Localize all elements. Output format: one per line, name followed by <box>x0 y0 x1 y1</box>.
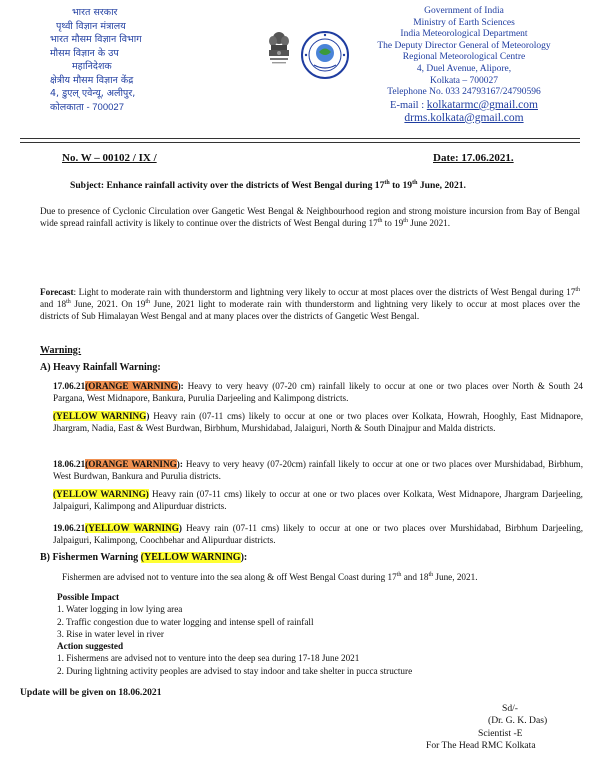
email-link-2[interactable]: drms.kolkata@gmail.com <box>404 111 524 124</box>
forecast-label: Forecast <box>40 287 74 297</box>
english-line: Telephone No. 033 24793167/24790596 <box>387 87 541 98</box>
warning-text: Heavy to very heavy (07-20 cm) rainfall likely to occur at one or two places over North & South 24 Pargana, West Midnapore, Bankura, Purulia Darjeeling and Kalimpong districts. <box>53 381 583 404</box>
intro-sup: th <box>377 218 383 225</box>
subject-text: June, 2021. <box>417 180 466 191</box>
subject-text: Subject: Enhance rainfall activity over the districts of West Bengal during 17 <box>70 180 385 191</box>
hindi-line: 4, डुएल् एवेन्यू, अलीपुर, <box>50 88 136 99</box>
warning-date: 19.06.21 <box>53 523 86 533</box>
english-line: Kolkata – 700027 <box>429 75 499 86</box>
fishermen-heading-text: B) Fishermen Warning <box>40 552 141 563</box>
action-item: 1. Fishermens are advised not to venture into the deep sea during 17-18 June 2021 <box>57 653 360 664</box>
warning-date: 18.06.21 <box>53 459 86 469</box>
warning-text: Heavy rain (07-11 cms) likely to occur at one or two places over Kolkata, West Midnapore, Jhargram Darjeeling, Jalpaiguri, Kalimpong and Alipurduar districts. <box>53 489 583 512</box>
action-heading: Action suggested <box>57 641 124 652</box>
fishermen-sup: th <box>428 571 434 578</box>
update-note: Update will be given on 18.06.2021 <box>20 687 162 698</box>
impact-item: 1. Water logging in low lying area <box>57 604 183 615</box>
warning-close: ) <box>146 411 150 421</box>
forecast-text: June, 2021. On 19 <box>70 299 146 310</box>
warning-text: Heavy rain (07-11 cms) likely to occur at one or two places over Kolkata, Howrah, Hooghly, East Midnapore, Jhargram, Nadia, East & West Burdwan, Birbhum, Murshidabad, Jalaiguri, North & South Dinajpur and Malda districts. <box>53 411 583 434</box>
forecast-sup: th <box>145 299 151 306</box>
subject-line <box>70 180 590 191</box>
forecast-text: and 18 <box>40 299 67 310</box>
action-item: 2. During lightning activity peoples are advised to stay indoor and take shelter in pucca structure <box>57 665 413 676</box>
english-line: 4, Duel Avenue, Alipore, <box>416 63 512 74</box>
warning-close: ) <box>178 523 182 533</box>
signatory-designation: Scientist -E <box>478 727 523 739</box>
warning-text: Heavy rain (07-11 cms) likely to occur at one or two places over Murshidabad, Birbhum Darjeeling, Jalpaiguri, Kalimpong, Coochbehar and Alipurduar districts. <box>53 523 584 546</box>
hindi-line: क्षेत्रीय मौसम विज्ञान केंद्र <box>50 74 134 86</box>
email-label: E-mail : <box>390 99 427 111</box>
warning-item <box>53 488 583 512</box>
letterhead-english <box>336 6 592 125</box>
warning-text: Heavy to very heavy (07-20cm) rainfall likely to occur at one or two places over Murshidabad, Birbhum, West Burdwan, Bankura and Purulia districts. <box>53 459 583 482</box>
signatory-name: (Dr. G. K. Das) <box>488 715 548 727</box>
signatory-for: For The Head RMC Kolkata <box>426 739 536 751</box>
issue-date: Date: 17.06.2021. <box>433 152 514 164</box>
warning-item <box>53 522 583 546</box>
fishermen-text: June, 2021. <box>433 572 478 582</box>
hindi-line: मौसम विज्ञान के उप <box>50 47 119 59</box>
intro-text: Due to presence of Cyclonic Circulation over Gangetic West Bengal & Neighbourhood region and strong moisture incursion from Bay of Bengal wide spread rainfall activity is likely to continue over the districts of West Bengal during 17 <box>40 206 580 229</box>
subject-sup: th <box>412 179 418 186</box>
fishermen-note <box>62 572 587 582</box>
warning-close: ): <box>176 459 183 469</box>
forecast-sup: th <box>66 299 71 306</box>
yellow-warning-badge: (YELLOW WARNING <box>140 552 241 563</box>
forecast-text: June, 2021 light to moderate rain with thunderstorm and lightning very likely to occur at most places over the districts of Sub Himalayan West Bengal and at many places over the districts of Gangetic West Bengal. <box>40 299 581 322</box>
divider-top <box>20 138 580 139</box>
warning-item <box>53 410 583 434</box>
yellow-warning-badge: (YELLOW WARNING <box>85 523 179 533</box>
english-line: India Meteorological Department <box>400 29 528 40</box>
national-emblem-icon <box>266 30 292 72</box>
impact-section <box>57 591 412 677</box>
yellow-warning-badge: (YELLOW WARNING) <box>53 489 149 499</box>
reference-number: No. W – 00102 / IX / <box>62 152 157 164</box>
hindi-line: भारत मौसम विज्ञान विभाग <box>50 34 142 45</box>
email-link-1[interactable]: kolkatarmc@gmail.com <box>426 98 538 111</box>
signature-sd: Sd/- <box>502 703 518 714</box>
forecast-sup: th <box>575 286 580 293</box>
intro-text: June 2021. <box>407 218 451 229</box>
fishermen-sup: th <box>396 571 402 578</box>
orange-warning-badge: (ORANGE WARNING <box>85 459 177 469</box>
subject-text: to 19 <box>389 180 413 191</box>
impact-heading: Possible Impact <box>57 592 120 602</box>
hindi-line: भारत सरकार <box>72 7 118 18</box>
heavy-rainfall-heading: A) Heavy Rainfall Warning: <box>40 362 161 373</box>
fishermen-text: Fishermen are advised not to venture into the sea along & off West Bengal Coast during 17 <box>62 572 397 582</box>
intro-sup: th <box>403 218 408 225</box>
hindi-line: महानिदेशक <box>72 61 112 72</box>
email-line <box>336 99 592 112</box>
english-line: Government of India <box>424 6 504 16</box>
warning-title: Warning: <box>40 345 82 356</box>
letterhead-hindi <box>50 6 220 114</box>
english-line: Regional Meteorological Centre <box>402 52 526 63</box>
warning-item <box>53 380 583 404</box>
fishermen-text: and 18 <box>401 572 429 582</box>
english-line: Ministry of Earth Sciences <box>413 17 515 28</box>
subject-sup: th <box>384 179 390 186</box>
warning-item <box>53 458 583 482</box>
intro-paragraph <box>40 205 580 229</box>
signature-block <box>420 703 580 752</box>
orange-warning-badge: (ORANGE WARNING <box>85 381 178 391</box>
warning-date: 17.06.21 <box>53 381 86 391</box>
hindi-line: पृथ्वी विज्ञान मंत्रालय <box>56 20 126 32</box>
forecast-text: : Light to moderate rain with thunderstorm and lightning very likely to occur at most places over the districts of West Bengal during 17 <box>73 287 576 297</box>
divider-top-thin <box>20 142 580 143</box>
impact-item: 3. Rise in water level in river <box>57 628 164 639</box>
hindi-line: कोलकाता - 700027 <box>50 101 124 113</box>
impact-item: 2. Traffic congestion due to water logging and intense spell of rainfall <box>57 616 314 627</box>
warning-close: ): <box>177 381 184 391</box>
intro-text: to 19 <box>382 218 404 229</box>
forecast-paragraph <box>40 286 580 323</box>
warning-close: ): <box>240 552 248 563</box>
fishermen-heading <box>40 552 247 563</box>
english-line: The Deputy Director General of Meteorology <box>377 40 551 51</box>
yellow-warning-badge: (YELLOW WARNING <box>53 411 147 421</box>
